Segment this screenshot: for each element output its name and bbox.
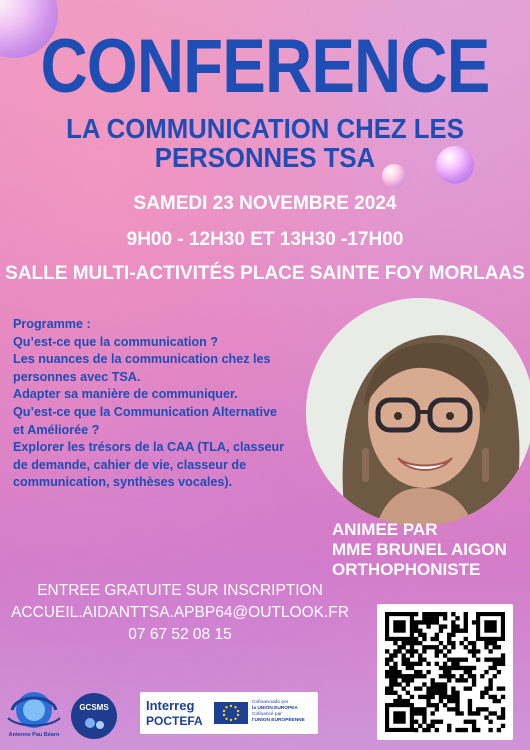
- program-line: et Améliorée ?: [13, 422, 100, 437]
- antenne-logo: [6, 688, 62, 744]
- poster-title: CONFERENCE: [40, 24, 490, 109]
- presenter-info: [332, 520, 530, 580]
- program-line: de demande, cahier de vie, classeur de: [13, 457, 247, 472]
- eu-text-line: la UNIÓN EUROPEA: [252, 706, 298, 711]
- eu-text-line: Cofinancé par: [252, 712, 282, 717]
- contact-info: [2, 580, 358, 646]
- subtitle-line: LA COMMUNICATION CHEZ LES: [66, 113, 464, 144]
- poctefa-word: POCTEFA: [146, 714, 203, 728]
- presenter-photo: [306, 298, 530, 526]
- eu-cofinancing-text: [252, 700, 316, 724]
- presenter-name: MME BRUNEL AIGON: [332, 540, 507, 559]
- program-line: Qu’est-ce que la Communication Alternative: [13, 404, 278, 419]
- eu-flag-icon: [214, 702, 248, 724]
- program-line: Explorer les trésors de la CAA (TLA, classeur: [13, 440, 285, 455]
- entry-note: ENTREE GRATUITE SUR INSCRIPTION: [37, 582, 323, 599]
- program-list: [13, 316, 303, 492]
- event-venue: SALLE MULTI-ACTIVITÉS PLACE SAINTE FOY MORLAAS: [5, 263, 525, 284]
- qr-code-image: [377, 604, 513, 740]
- presenter-role: ORTHOPHONISTE: [332, 560, 481, 579]
- interreg-logo: [140, 692, 318, 734]
- program-heading: Programme :: [13, 317, 91, 331]
- event-hours: 9H00 - 12H30 ET 13H30 -17H00: [126, 229, 404, 250]
- interreg-word: Interreg: [146, 698, 195, 713]
- subtitle-line: PERSONNES TSA: [154, 142, 376, 173]
- poster-subtitle: [21, 114, 509, 172]
- svg-text:GCSMS: GCSMS: [79, 703, 109, 712]
- eu-text-line: Cofinanciado por: [252, 700, 289, 705]
- program-line: Les nuances de la communication chez les: [13, 352, 271, 367]
- presenter-line: ANIMEE PAR: [332, 520, 438, 539]
- program-line: personnes avec TSA.: [13, 369, 141, 384]
- contact-email[interactable]: ACCUEIL.AIDANTTSA.APBP64@OUTLOOK.FR: [11, 604, 349, 621]
- contact-phone[interactable]: 07 67 52 08 15: [128, 626, 232, 643]
- program-line: Adapter sa manière de communiquer.: [13, 387, 238, 402]
- qr-code[interactable]: [377, 604, 513, 740]
- program-line: Qu’est-ce que la communication ?: [13, 334, 219, 349]
- program-line: communication, synthèses vocales).: [13, 475, 233, 490]
- eu-text-line: l'UNION EUROPÉENNE: [252, 718, 305, 723]
- event-date: SAMEDI 23 NOVEMBRE 2024: [133, 193, 397, 214]
- gcsms-logo: [70, 690, 118, 742]
- antenne-label: Antenne Pau Béarn: [8, 732, 60, 738]
